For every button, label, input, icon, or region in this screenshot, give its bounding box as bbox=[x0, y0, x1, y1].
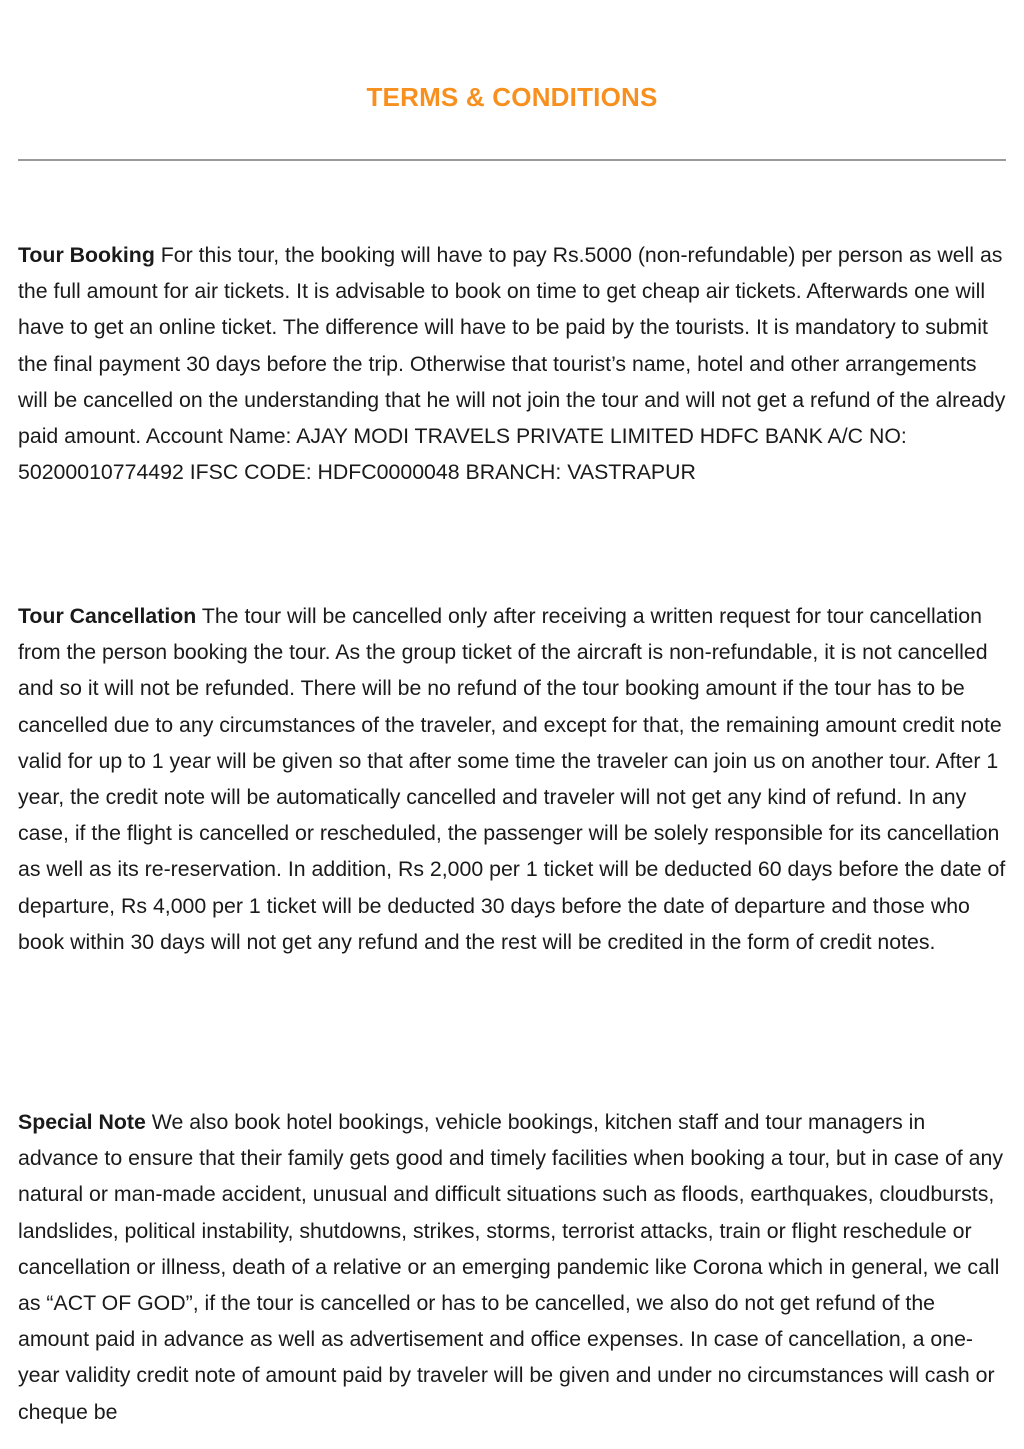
section-body-tour-booking: For this tour, the booking will have to pay Rs.5000 (non-refundable) per person as well as the full amount for air tickets. It is advisable to book on time to get cheap air tickets. Afterwards one will have to get an online ticket. The difference will have to be paid by the tourists. It is mandatory to submit the final payment 30 days before the trip. Otherwise that tourist’s name, hotel and other arrangements will be cancelled on the understanding that he will not join the tour and will not get a refund of the already paid amount. Account Name: AJAY MODI TRAVELS PRIVATE LIMITED HDFC BANK A/C NO: 50200010774492 IFSC CODE: HDFC0000048 BRANCH: VASTRAPUR bbox=[18, 243, 1006, 485]
section-special-note bbox=[18, 1104, 1010, 1430]
section-heading-special-note: Special Note bbox=[18, 1110, 146, 1134]
section-body-tour-cancellation: The tour will be cancelled only after receiving a written request for tour cancellation from the person booking the tour. As the group ticket of the aircraft is non-refundable, it is not cancelled and so it will not be refunded. There will be no refund of the tour booking amount if the tour has to be cancelled due to any circumstances of the traveler, and except for that, the remaining amount credit note valid for up to 1 year will be given so that after some time the traveler can join us on another tour. After 1 year, the credit note will be automatically cancelled and traveler will not get any kind of refund. In any case, if the flight is cancelled or rescheduled, the passenger will be solely responsible for its cancellation as well as its re-reservation. In addition, Rs 2,000 per 1 ticket will be deducted 60 days before the date of departure, Rs 4,000 per 1 ticket will be deducted 30 days before the date of departure and those who book within 30 days will not get any refund and the rest will be credited in the form of credit notes. bbox=[18, 604, 1006, 954]
section-heading-tour-cancellation: Tour Cancellation bbox=[18, 604, 197, 628]
section-body-special-note: We also book hotel bookings, vehicle bookings, kitchen staff and tour managers in advance to ensure that their family gets good and timely facilities when booking a tour, but in case of any natural or man-made accident, unusual and difficult situations such as floods, earthquakes, cloudbursts, landslides, political instability, shutdowns, strikes, storms, terrorist attacks, train or flight reschedule or cancellation or illness, death of a relative or an emerging pandemic like Corona which in general, we call as “ACT OF GOD”, if the tour is cancelled or has to be cancelled, we also do not get refund of the amount paid in advance as well as advertisement and office expenses. In case of cancellation, a one-year validity credit note of amount paid by traveler will be given and under no circumstances will cash or cheque be bbox=[18, 1110, 1003, 1424]
section-tour-cancellation bbox=[18, 598, 1010, 960]
section-tour-booking bbox=[18, 237, 1010, 490]
title-divider bbox=[18, 159, 1006, 161]
page-title: TERMS & CONDITIONS bbox=[366, 82, 658, 112]
section-heading-tour-booking: Tour Booking bbox=[18, 243, 155, 267]
